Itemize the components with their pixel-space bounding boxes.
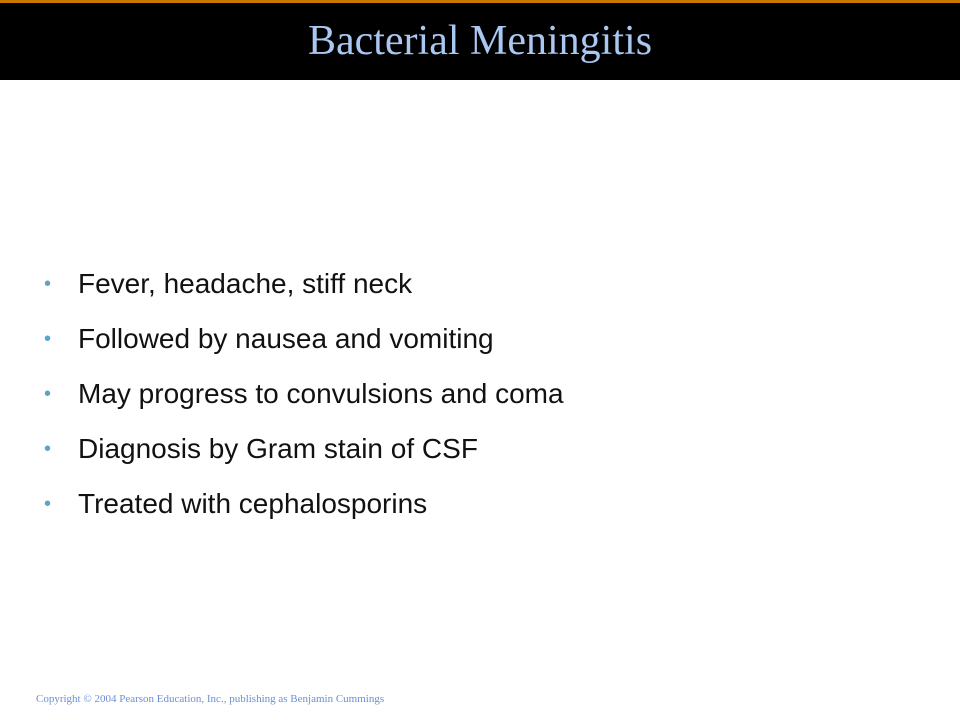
bullet-text: Treated with cephalosporins	[78, 487, 428, 519]
bullet-list	[44, 256, 564, 531]
bullet-item	[44, 256, 564, 311]
slide-title: Bacterial Meningitis	[307, 18, 653, 64]
bullet-text: Followed by nausea and vomiting	[78, 322, 494, 354]
bullet-text: Diagnosis by Gram stain of CSF	[78, 432, 478, 464]
copyright-footer: Copyright © 2004 Pearson Education, Inc., publishing as Benjamin Cummings	[36, 693, 385, 705]
bullet-text: May progress to convulsions and coma	[78, 377, 564, 409]
bullet-item	[44, 311, 564, 366]
bullet-icon: •	[44, 272, 52, 295]
bullet-icon: •	[44, 437, 52, 460]
bullet-item	[44, 421, 564, 476]
bullet-text: Fever, headache, stiff neck	[78, 267, 413, 299]
bullet-item	[44, 476, 564, 531]
bullet-icon: •	[44, 382, 52, 405]
bullet-icon: •	[44, 327, 52, 350]
bullet-icon: •	[44, 492, 52, 515]
bullet-item	[44, 366, 564, 421]
